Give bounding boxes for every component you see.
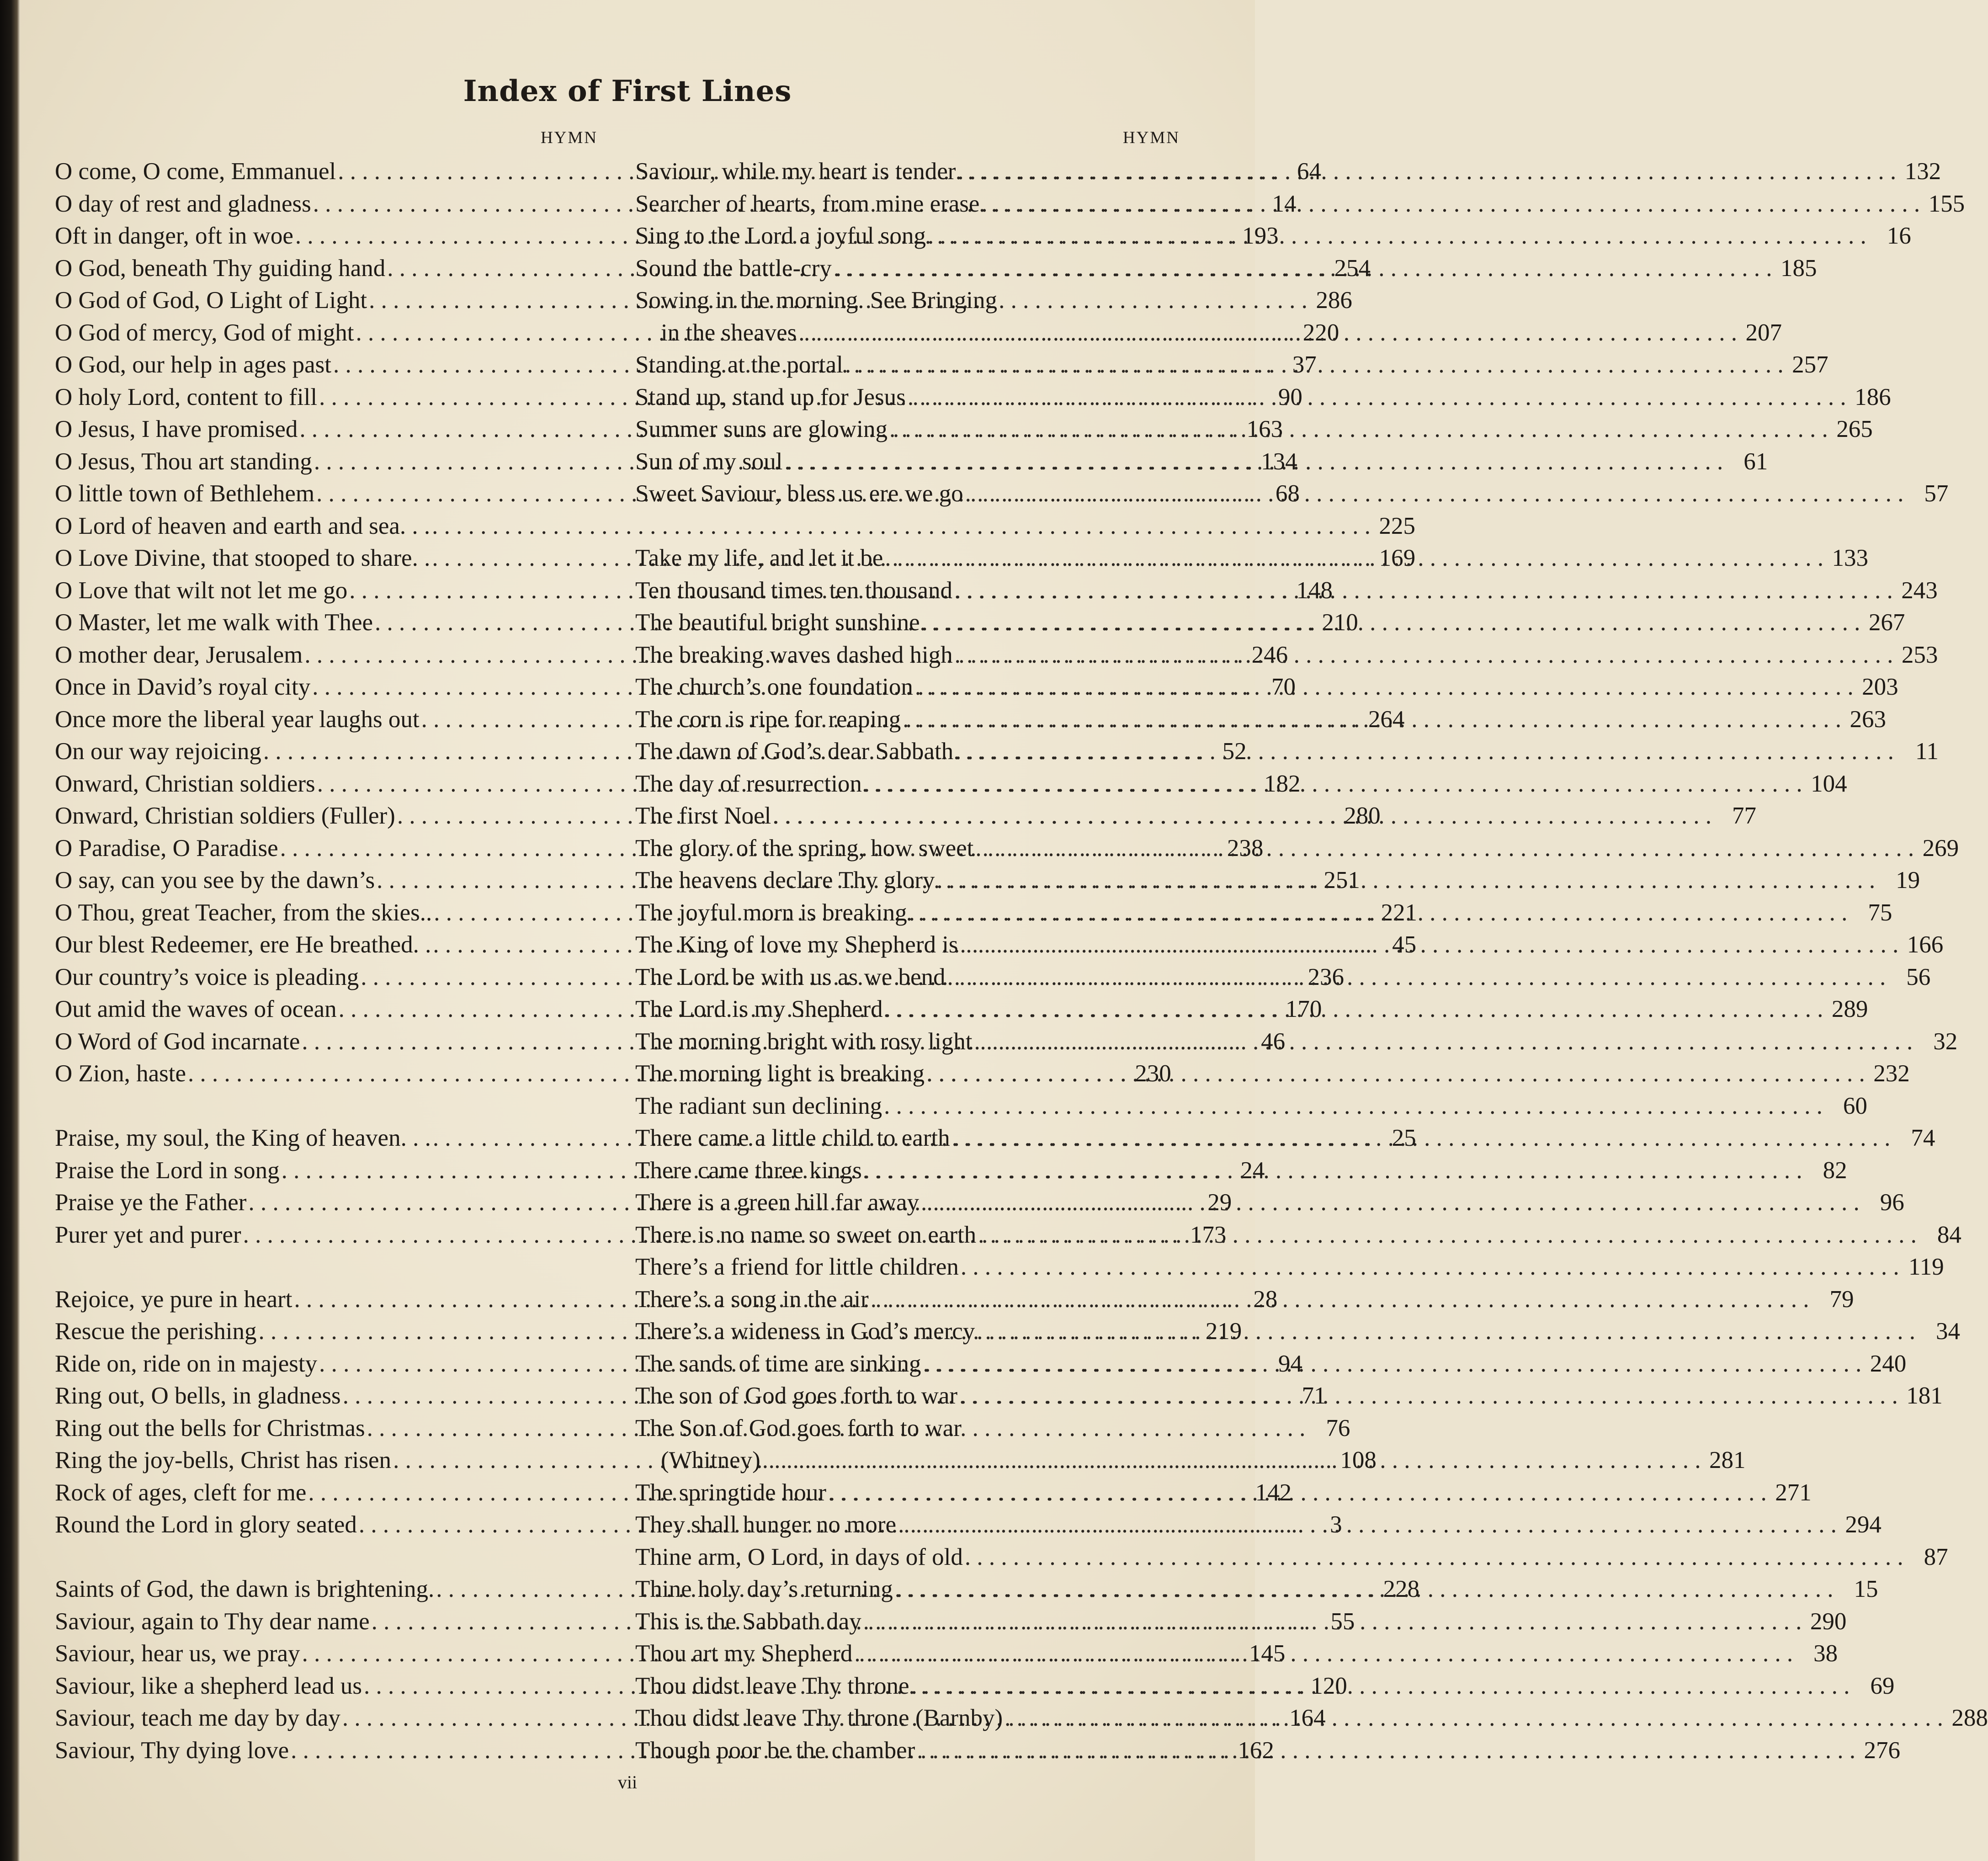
dot-leader bbox=[834, 252, 1772, 285]
first-line-text: Sweet Saviour, bless us ere we go bbox=[635, 480, 963, 507]
hymn-number: 61 bbox=[1743, 448, 1768, 475]
dot-leader bbox=[957, 155, 1896, 188]
first-line-text: Our blest Redeemer, ere He breathed. . bbox=[55, 931, 431, 958]
first-line-text: The sands of time are sinking bbox=[635, 1350, 921, 1377]
dot-leader bbox=[854, 1638, 1793, 1670]
first-line-text: The breaking waves dashed high bbox=[635, 641, 953, 668]
first-line-text: Thou art my Shepherd bbox=[635, 1640, 853, 1667]
first-line-text: O mother dear, Jerusalem bbox=[55, 641, 303, 668]
dot-leader bbox=[955, 735, 1894, 768]
index-entry bbox=[635, 1058, 1910, 1090]
first-line-text: Our country’s voice is pleading bbox=[55, 963, 359, 990]
first-line-text: O say, can you see by the dawn’s bbox=[55, 867, 375, 893]
first-line-text: There’s a friend for little children bbox=[635, 1254, 959, 1280]
hymn-number: 281 bbox=[1709, 1447, 1746, 1473]
hymn-number: 288 bbox=[1951, 1705, 1988, 1731]
hymn-number: 265 bbox=[1836, 416, 1873, 442]
first-line-text: in the sheaves bbox=[661, 319, 797, 346]
hymn-number: 271 bbox=[1775, 1479, 1812, 1506]
first-line-text: O Jesus, Thou art standing bbox=[55, 448, 312, 475]
dot-leader bbox=[889, 413, 1828, 446]
first-line-text: O Love Divine, that stooped to share. . bbox=[55, 545, 431, 571]
dot-leader bbox=[911, 1670, 1850, 1702]
dot-leader bbox=[864, 768, 1802, 800]
first-line-text: There is a green hill far away bbox=[635, 1189, 919, 1216]
hymn-number: 236 bbox=[1308, 963, 1345, 990]
first-line-text: The son of God goes forth to war bbox=[635, 1382, 958, 1409]
hymn-number: 294 bbox=[1845, 1511, 1882, 1538]
dot-leader bbox=[885, 993, 1823, 1026]
hymn-number: 221 bbox=[1381, 899, 1417, 926]
first-line-text: O God, beneath Thy guiding hand bbox=[55, 255, 386, 282]
hymn-number: 257 bbox=[1792, 351, 1829, 378]
first-line-text: The corn is ripe for reaping bbox=[635, 706, 901, 733]
first-line-text: O Jesus, I have promised bbox=[55, 416, 298, 442]
first-line-text: O Lord of heaven and earth and sea. . . bbox=[55, 512, 431, 539]
hymn-number: 155 bbox=[1928, 190, 1965, 217]
hymn-number: 52 bbox=[1222, 738, 1247, 765]
page-number: vii bbox=[617, 1772, 638, 1792]
hymn-number: 232 bbox=[1873, 1060, 1910, 1087]
dot-leader bbox=[960, 929, 1899, 961]
first-line-text: The Lord be with us as we bend bbox=[635, 963, 946, 990]
hymn-number: 108 bbox=[1340, 1447, 1377, 1473]
dot-leader bbox=[955, 639, 1893, 671]
first-line-text: There’s a wideness in God’s mercy bbox=[635, 1318, 975, 1345]
hymn-number: 264 bbox=[1368, 706, 1405, 733]
first-line-text: Praise ye the Father bbox=[55, 1189, 247, 1216]
first-line-text: The beautiful bright sunshine bbox=[635, 609, 920, 636]
hymn-number: 185 bbox=[1781, 255, 1817, 282]
first-line-text: There came a little child to earth bbox=[635, 1125, 950, 1151]
hymn-number: 219 bbox=[1205, 1318, 1242, 1345]
hymn-number: 82 bbox=[1823, 1157, 1847, 1184]
hymn-number: 251 bbox=[1324, 867, 1360, 893]
hymn-number: 74 bbox=[1911, 1125, 1935, 1151]
hymn-number: 164 bbox=[1289, 1705, 1326, 1731]
hymn-number: 55 bbox=[1330, 1608, 1355, 1635]
first-line-text: Onward, Christian soldiers bbox=[55, 770, 315, 797]
first-line-text: O God, our help in ages past bbox=[55, 351, 331, 378]
hymn-number: 163 bbox=[1246, 416, 1283, 442]
hymn-number: 267 bbox=[1868, 609, 1905, 636]
hymn-number: 238 bbox=[1227, 835, 1264, 861]
dot-leader bbox=[895, 1573, 1834, 1606]
dot-leader bbox=[978, 1219, 1917, 1251]
first-line-text: On our way rejoicing bbox=[55, 738, 261, 765]
first-line-text: Rock of ages, cleft for me bbox=[55, 1479, 307, 1506]
first-line-text: Round the Lord in glory seated bbox=[55, 1511, 357, 1538]
hymn-number: 280 bbox=[1344, 803, 1381, 829]
hymn-number: 75 bbox=[1868, 899, 1892, 926]
dot-leader bbox=[917, 1734, 1855, 1767]
index-entry bbox=[635, 1090, 1867, 1122]
first-line-text: There’s a song in the air bbox=[635, 1286, 869, 1313]
dot-leader bbox=[952, 1122, 1891, 1154]
hymn-number: 94 bbox=[1278, 1350, 1302, 1377]
hymn-number: 14 bbox=[1272, 190, 1297, 217]
dot-leader bbox=[965, 478, 1904, 510]
hymn-number: 34 bbox=[1936, 1318, 1961, 1345]
first-line-text: O Thou, great Teacher, from the skies.. bbox=[55, 899, 432, 926]
hymn-number: 64 bbox=[1297, 158, 1321, 185]
first-line-text: The morning light is breaking bbox=[635, 1060, 925, 1087]
first-line-text: Sowing in the morning. See Bringing bbox=[635, 287, 998, 314]
hymn-number: 246 bbox=[1251, 641, 1288, 668]
dot-leader bbox=[784, 446, 1723, 478]
first-line-text: They shall hunger no more bbox=[635, 1511, 897, 1538]
first-line-text: Purer yet and purer bbox=[55, 1221, 241, 1248]
hymn-number: 119 bbox=[1908, 1254, 1944, 1280]
first-line-text: Once more the liberal year laughs out bbox=[55, 706, 420, 733]
hymn-number: 145 bbox=[1249, 1640, 1286, 1667]
hymn-number: 104 bbox=[1811, 770, 1847, 797]
dot-leader bbox=[885, 542, 1823, 574]
first-line-text: Summer suns are glowing bbox=[635, 416, 888, 442]
first-line-text: (Whitney) bbox=[661, 1447, 760, 1473]
hymn-number: 38 bbox=[1813, 1640, 1838, 1667]
dot-leader bbox=[908, 381, 1846, 414]
first-line-text: Once in David’s royal city bbox=[55, 674, 311, 700]
hymn-number: 253 bbox=[1901, 641, 1938, 668]
first-line-text: Ring the joy-bells, Christ has risen bbox=[55, 1447, 392, 1473]
hymn-number: 182 bbox=[1264, 770, 1301, 797]
dot-leader bbox=[975, 832, 1914, 865]
first-line-text: The radiant sun declining bbox=[635, 1092, 882, 1119]
dot-leader bbox=[903, 703, 1841, 736]
hymn-number: 84 bbox=[1937, 1221, 1961, 1248]
first-line-text: The Son of God goes forth to war bbox=[635, 1414, 962, 1441]
first-line-text: Ring out the bells for Christmas bbox=[55, 1414, 365, 1441]
first-line-text: Saints of God, the dawn is brightening. bbox=[55, 1576, 435, 1602]
first-line-text: Thine arm, O Lord, in days of old bbox=[635, 1543, 963, 1570]
page-title: Index of First Lines bbox=[463, 74, 792, 108]
first-line-text: Out amid the waves of ocean bbox=[55, 996, 337, 1022]
first-line-text: Rejoice, ye pure in heart bbox=[55, 1286, 292, 1313]
first-line-text: There came three kings bbox=[635, 1157, 862, 1184]
index-entry bbox=[635, 1509, 1882, 1541]
hymn-number: 170 bbox=[1285, 996, 1322, 1022]
first-line-text: O Love that wilt not let me go bbox=[55, 577, 348, 604]
dot-leader bbox=[915, 671, 1854, 703]
dot-leader bbox=[981, 188, 1920, 220]
dot-leader bbox=[1005, 1702, 1943, 1734]
hymn-number: 11 bbox=[1915, 738, 1939, 765]
hymn-number: 289 bbox=[1831, 996, 1868, 1022]
hymn-number: 37 bbox=[1292, 351, 1317, 378]
first-line-text: Ten thousand times ten thousand bbox=[635, 577, 953, 604]
first-line-text: Stand up, stand up for Jesus bbox=[635, 383, 906, 410]
first-line-text: Saviour, teach me day by day bbox=[55, 1705, 340, 1731]
index-entry bbox=[635, 284, 1181, 317]
index-entry bbox=[635, 1412, 1181, 1445]
first-line-text: Searcher of hearts, from mine erase bbox=[635, 190, 980, 217]
first-line-text: Thou didst leave Thy throne bbox=[635, 1672, 909, 1699]
dot-leader bbox=[936, 864, 1875, 897]
first-line-text: Ride on, ride on in majesty bbox=[55, 1350, 318, 1377]
hymn-number: 120 bbox=[1311, 1672, 1347, 1699]
dot-leader bbox=[898, 1509, 1837, 1541]
dot-leader bbox=[977, 1315, 1915, 1348]
hymn-number: 16 bbox=[1887, 223, 1911, 249]
hymn-number: 29 bbox=[1207, 1189, 1232, 1216]
hymn-number: 45 bbox=[1392, 931, 1417, 958]
first-line-text: Take my life, and let it be bbox=[635, 545, 883, 571]
hymn-number: 173 bbox=[1190, 1221, 1227, 1248]
book-binding-edge bbox=[0, 0, 20, 1861]
hymn-number: 32 bbox=[1933, 1028, 1958, 1055]
section-gap bbox=[55, 1541, 599, 1574]
hymn-number: 25 bbox=[1392, 1125, 1416, 1151]
first-line-text: There is no name so sweet on earth bbox=[635, 1221, 977, 1248]
dot-leader bbox=[773, 800, 1712, 832]
first-line-text: O come, O come, Emmanuel bbox=[55, 158, 336, 185]
hymn-number: 286 bbox=[1316, 287, 1352, 314]
hymn-number: 193 bbox=[1242, 223, 1279, 249]
first-line-text: The dawn of God’s dear Sabbath bbox=[635, 738, 954, 765]
dot-leader bbox=[921, 1186, 1860, 1219]
hymn-number: 90 bbox=[1278, 383, 1302, 410]
first-line-text: The day of resurrection bbox=[635, 770, 862, 797]
dot-leader bbox=[923, 1348, 1862, 1380]
first-line-text: O day of rest and gladness bbox=[55, 190, 311, 217]
first-line-text: The springtide hour bbox=[635, 1479, 827, 1506]
first-line-text: Sound the battle-cry bbox=[635, 255, 832, 282]
hymn-number: 28 bbox=[1253, 1286, 1278, 1313]
hymn-number: 77 bbox=[1732, 803, 1757, 829]
hymn-number: 76 bbox=[1326, 1414, 1350, 1441]
first-line-text: Ring out, O bells, in gladness bbox=[55, 1382, 341, 1409]
dot-leader bbox=[947, 961, 1886, 994]
dot-leader bbox=[871, 1283, 1809, 1316]
dot-leader bbox=[928, 220, 1866, 252]
first-line-text: O Zion, haste bbox=[55, 1060, 186, 1087]
hymn-number: 210 bbox=[1322, 609, 1358, 636]
hymn-number: 70 bbox=[1271, 674, 1296, 700]
hymn-number: 96 bbox=[1880, 1189, 1904, 1216]
dot-leader bbox=[798, 317, 1737, 349]
first-line-text: Thou didst leave Thy throne (Barnby) bbox=[635, 1705, 1003, 1731]
hymn-number: 243 bbox=[1901, 577, 1938, 604]
first-line-text: Sing to the Lord a joyful song bbox=[635, 223, 926, 249]
hymn-number: 269 bbox=[1922, 835, 1959, 861]
first-line-text: Thine holy day’s returning bbox=[635, 1576, 893, 1602]
hymn-number: 186 bbox=[1855, 383, 1891, 410]
dot-leader bbox=[863, 1606, 1802, 1638]
first-line-text: O Word of God incarnate bbox=[55, 1028, 300, 1055]
first-line-text: Praise, my soul, the King of heaven. . . bbox=[55, 1125, 431, 1151]
hymn-number: 254 bbox=[1334, 255, 1371, 282]
hymn-number: 203 bbox=[1862, 674, 1898, 700]
first-line-text: The first Noel bbox=[635, 803, 771, 829]
hymn-number: 46 bbox=[1261, 1028, 1286, 1055]
hymn-number: 207 bbox=[1745, 319, 1782, 346]
dot-leader bbox=[965, 1541, 1903, 1574]
hymn-number: 228 bbox=[1383, 1576, 1419, 1602]
hymn-number: 71 bbox=[1302, 1382, 1326, 1409]
index-entry bbox=[635, 1541, 1948, 1574]
first-line-text: O God of mercy, God of might bbox=[55, 319, 354, 346]
hymn-number: 87 bbox=[1924, 1543, 1948, 1570]
hymn-column-header: HYMN bbox=[1122, 128, 1180, 147]
first-line-text: The church’s one foundation bbox=[635, 674, 913, 700]
hymn-number: 57 bbox=[1924, 480, 1949, 507]
first-line-text: This is the Sabbath day bbox=[635, 1608, 861, 1635]
dot-leader bbox=[974, 1026, 1913, 1058]
dot-leader bbox=[961, 1251, 1899, 1283]
first-line-text: The morning bright with rosy light bbox=[635, 1028, 973, 1055]
first-line-text: Though poor be the chamber bbox=[635, 1737, 915, 1764]
first-line-text: The King of love my Shepherd is bbox=[635, 931, 958, 958]
dot-leader bbox=[922, 606, 1860, 639]
dot-leader bbox=[762, 1444, 1701, 1477]
hymn-number: 166 bbox=[1907, 931, 1944, 958]
hymn-number: 225 bbox=[1379, 512, 1415, 539]
index-entry bbox=[55, 510, 1415, 542]
first-line-text: The glory of the spring, how sweet bbox=[635, 835, 974, 861]
first-line-text: Standing at the portal bbox=[635, 351, 843, 378]
first-line-text: The heavens declare Thy glory bbox=[635, 867, 935, 893]
hymn-number: 133 bbox=[1832, 545, 1869, 571]
hymn-number: 276 bbox=[1864, 1737, 1900, 1764]
first-line-text: Saviour, again to Thy dear name bbox=[55, 1608, 370, 1635]
hymn-number: 263 bbox=[1850, 706, 1887, 733]
hymn-number: 19 bbox=[1896, 867, 1920, 893]
hymn-number: 24 bbox=[1240, 1157, 1265, 1184]
hymn-number: 240 bbox=[1870, 1350, 1907, 1377]
hymn-number: 142 bbox=[1255, 1479, 1292, 1506]
hymn-number: 290 bbox=[1810, 1608, 1847, 1635]
hymn-column-header: HYMN bbox=[540, 128, 598, 147]
hymn-number: 134 bbox=[1261, 448, 1297, 475]
first-line-text: O Master, let me walk with Thee bbox=[55, 609, 373, 636]
first-line-text: Oft in danger, oft in woe bbox=[55, 223, 293, 249]
hymn-number: 15 bbox=[1854, 1576, 1878, 1602]
section-gap bbox=[55, 1090, 599, 1122]
dot-leader bbox=[845, 349, 1784, 381]
dot-leader bbox=[884, 1090, 1823, 1122]
first-line-text: Rescue the perishing bbox=[55, 1318, 257, 1345]
hymn-number: 162 bbox=[1238, 1737, 1274, 1764]
first-line-text: The Lord is my Shepherd bbox=[635, 996, 883, 1022]
hymn-number: 69 bbox=[1870, 1672, 1895, 1699]
first-line-text: The joyful morn is breaking bbox=[635, 899, 907, 926]
first-line-text: Saviour, hear us, we pray bbox=[55, 1640, 300, 1667]
dot-leader bbox=[864, 1154, 1802, 1187]
section-gap bbox=[635, 510, 1181, 542]
first-line-text: Onward, Christian soldiers (Fuller) bbox=[55, 803, 395, 829]
dot-leader bbox=[959, 1380, 1898, 1412]
first-line-text: Praise the Lord in song bbox=[55, 1157, 280, 1184]
index-entry bbox=[635, 1251, 1944, 1283]
first-line-text: Sun of my soul bbox=[635, 448, 783, 475]
first-line-text: O Paradise, O Paradise bbox=[55, 835, 278, 861]
hymn-number: 132 bbox=[1904, 158, 1941, 185]
hymn-number: 148 bbox=[1296, 577, 1333, 604]
first-line-text: O God of God, O Light of Light bbox=[55, 287, 367, 314]
first-line-text: O holy Lord, content to fill bbox=[55, 383, 318, 410]
dot-leader bbox=[909, 897, 1848, 929]
hymn-number: 60 bbox=[1843, 1092, 1867, 1119]
hymn-number: 3 bbox=[1330, 1511, 1342, 1538]
hymn-number: 79 bbox=[1829, 1286, 1854, 1313]
hymn-number: 68 bbox=[1275, 480, 1300, 507]
first-line-text: Saviour, while my heart is tender bbox=[635, 158, 956, 185]
first-line-text: Saviour, Thy dying love bbox=[55, 1737, 289, 1764]
dot-leader bbox=[828, 1477, 1767, 1509]
first-line-text: O little town of Bethlehem bbox=[55, 480, 315, 507]
hymn-number: 220 bbox=[1302, 319, 1340, 346]
hymn-number: 56 bbox=[1906, 963, 1931, 990]
dot-leader bbox=[954, 574, 1893, 607]
first-line-text: Saviour, like a shepherd lead us bbox=[55, 1672, 362, 1699]
dot-leader bbox=[926, 1058, 1865, 1090]
hymn-number: 169 bbox=[1379, 545, 1416, 571]
hymn-number: 230 bbox=[1135, 1060, 1171, 1087]
hymn-number: 181 bbox=[1906, 1382, 1943, 1409]
section-gap bbox=[55, 1251, 599, 1283]
